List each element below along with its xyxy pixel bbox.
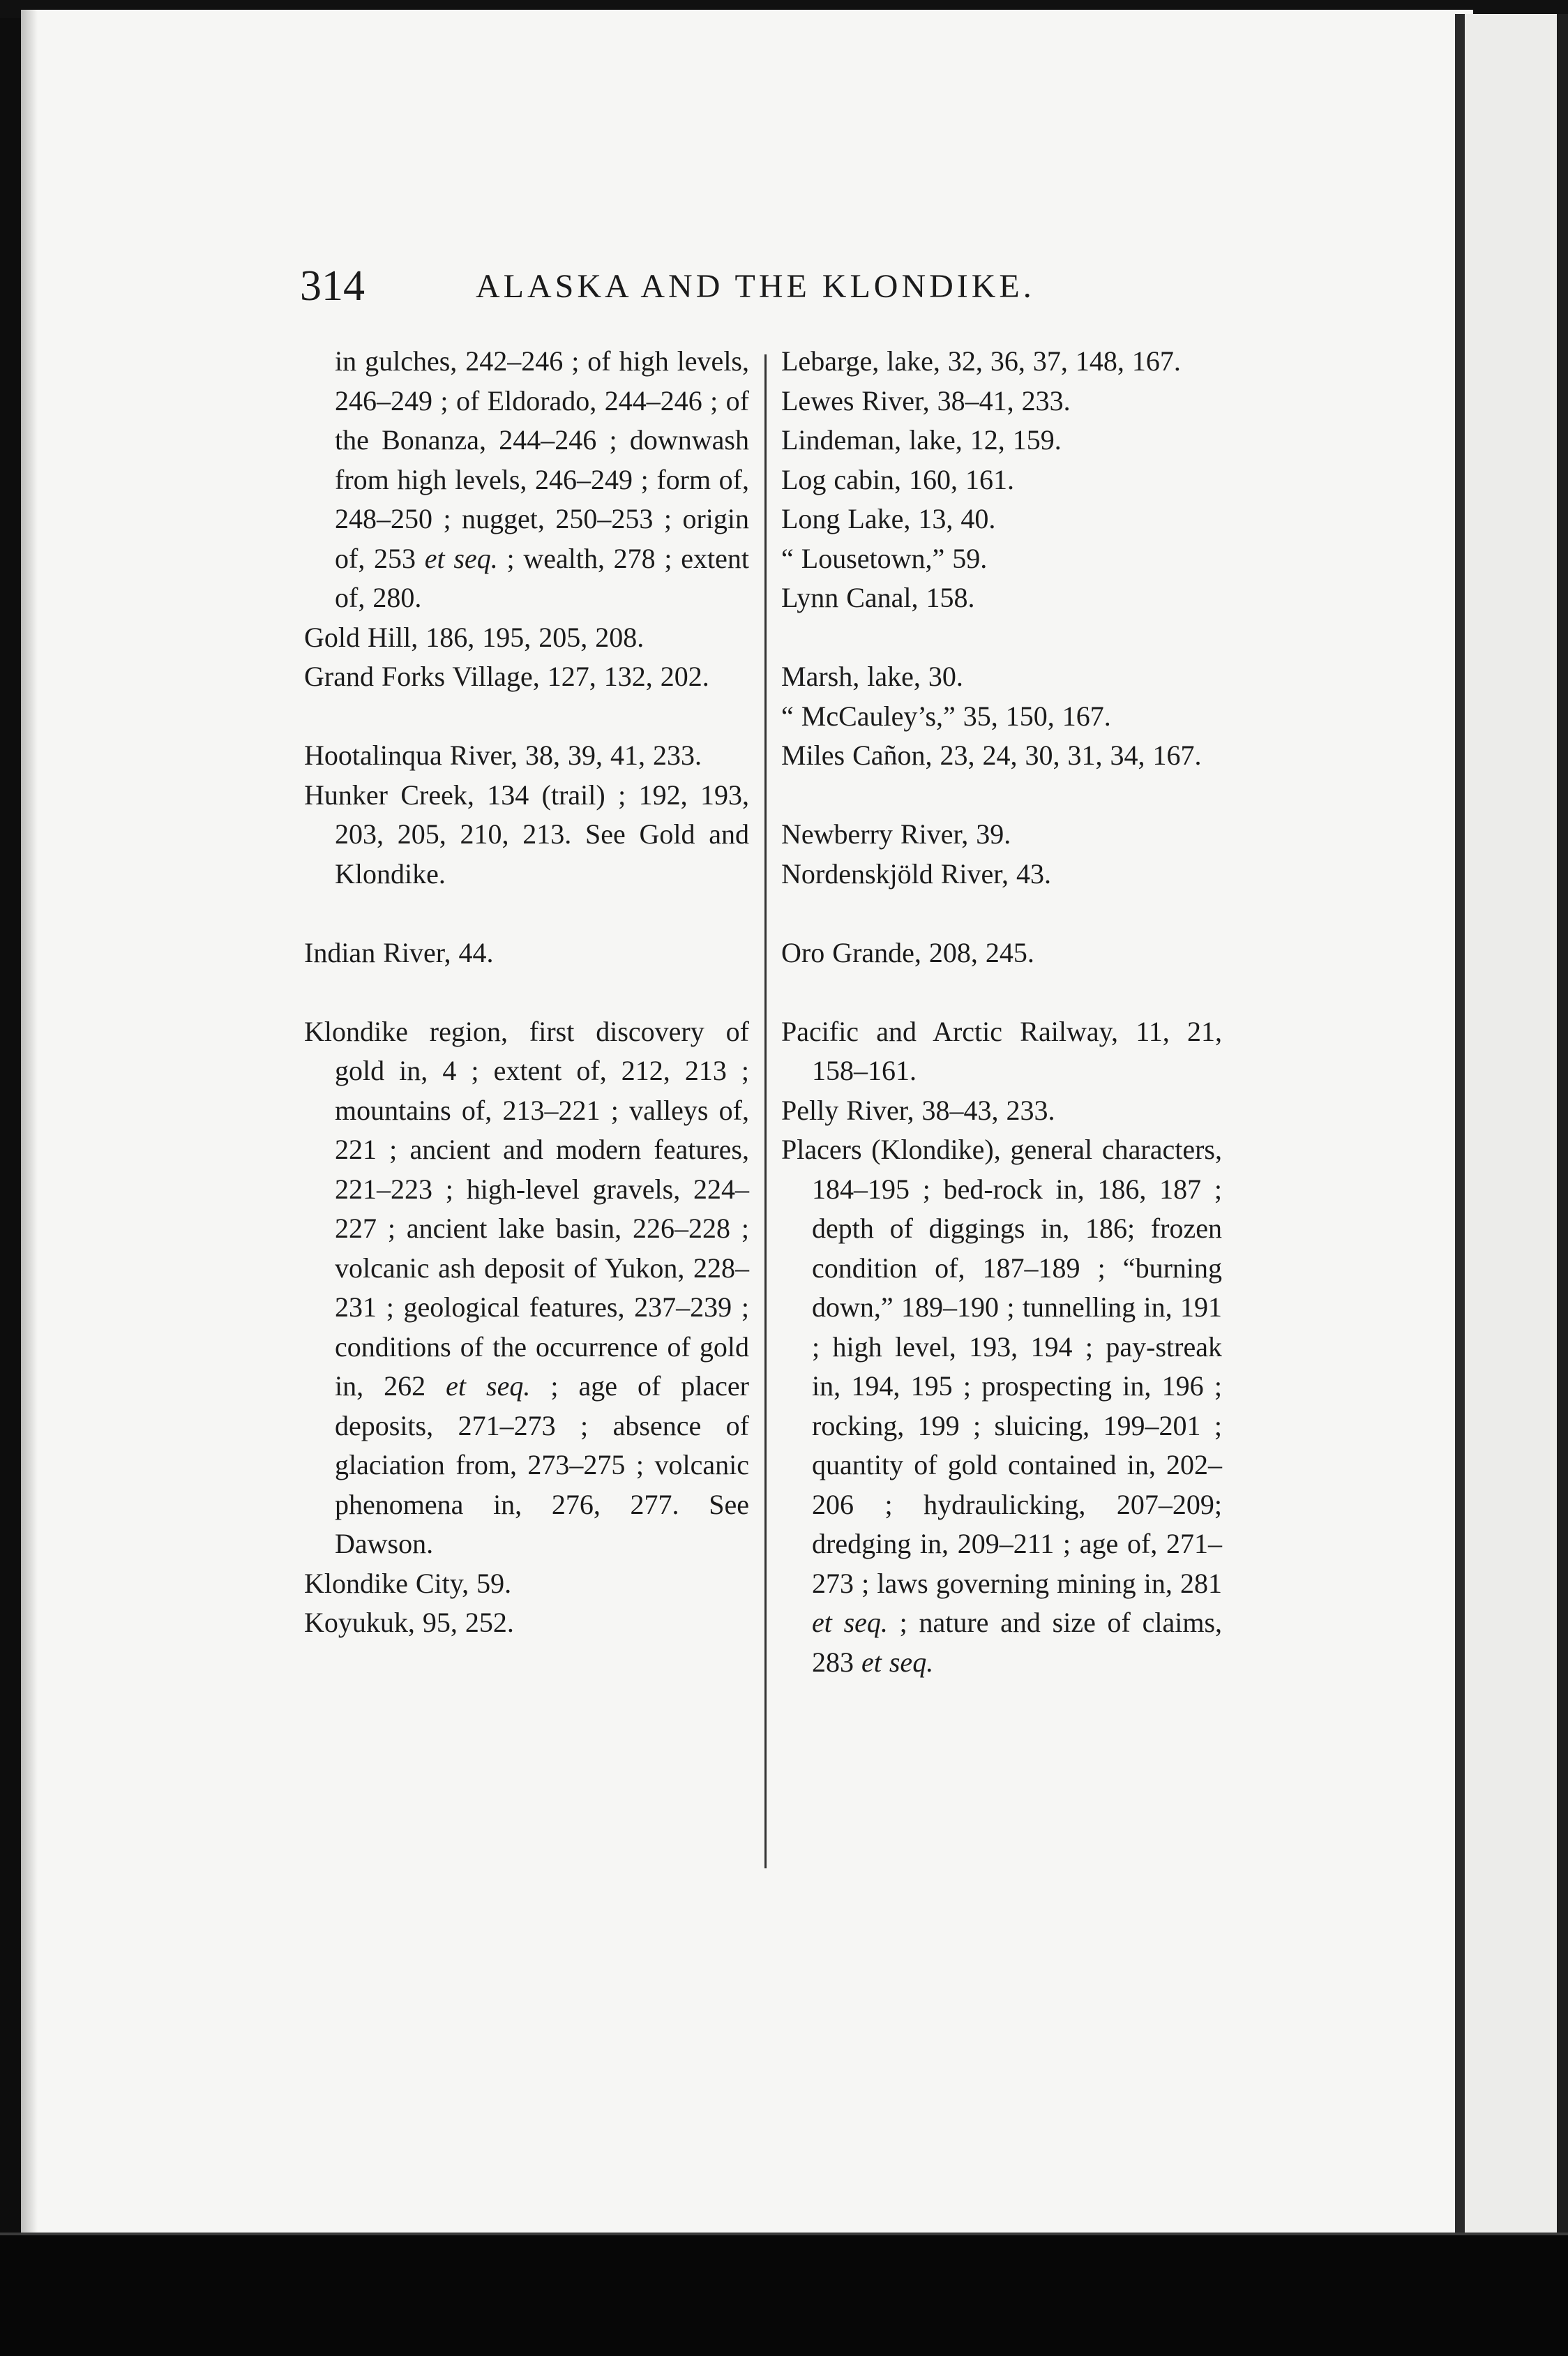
entry-text: in gulches, 242–246 ; of high levels, 246–249 ; of Eldorado, 244–246 ; of the Bonanza, 244–246 ; downwash from high levels, 246–249 ; form of, 248–250 ; nugget, 250–253 ; origin of, 253 xyxy=(335,345,749,574)
entry-text: Newberry River, 39. xyxy=(781,818,1011,850)
index-entry xyxy=(304,933,749,973)
entry-text: Hootalinqua River, 38, 39, 41, 233. xyxy=(304,740,702,771)
entry-text: Nordenskjöld River, 43. xyxy=(781,857,1052,890)
entry-text: Oro Grande, 208, 245. xyxy=(781,936,1034,968)
entry-text: “ McCauley’s,” 35, 150, 167. xyxy=(781,700,1111,732)
entry-text: Klondike region, first discovery of gold in, 4 ; extent of, 212, 213 ; mountains of, 213–221 ; valleys of, 221 ; ancient and modern features, 221–223 ; high-level gravels, 224–227 ; ancient lake basin, 226–228 ; volcanic ash deposit of Yukon, 228–231 ; geological features, 237–239 ; conditions of the occurrence of gold in, 262 xyxy=(304,1015,749,1402)
index-column-left xyxy=(304,342,749,1643)
index-entry xyxy=(781,1130,1222,1682)
index-entry xyxy=(304,657,749,697)
index-entry xyxy=(781,736,1222,776)
index-entry xyxy=(781,342,1222,382)
page-edge-right xyxy=(1455,14,1465,2235)
index-entry xyxy=(781,1012,1222,1091)
index-entry xyxy=(304,1012,749,1564)
entry-text: Klondike City, 59. xyxy=(304,1567,512,1599)
index-entry xyxy=(304,1564,749,1604)
entry-text-after: ; wealth, 278 ; extent of, 280. xyxy=(335,542,749,613)
entry-text: Miles Cañon, 23, 24, 30, 31, 34, 167. xyxy=(781,740,1202,771)
index-entry xyxy=(781,460,1222,500)
running-title: ALASKA AND THE KLONDIKE. xyxy=(476,268,1035,305)
entry-text: Grand Forks Village, 127, 132, 202. xyxy=(304,661,709,692)
index-entry xyxy=(781,933,1222,973)
entry-text: Lynn Canal, 158. xyxy=(781,582,975,613)
index-entry xyxy=(781,815,1222,855)
index-entry xyxy=(781,539,1222,579)
entry-italic: et seq. xyxy=(446,1370,531,1402)
entry-text: Koyukuk, 95, 252. xyxy=(304,1607,514,1638)
entry-text: Long Lake, 13, 40. xyxy=(781,503,996,534)
running-head xyxy=(300,258,1102,314)
index-entry xyxy=(304,1603,749,1643)
entry-text-after: ; nature and size of claims, 283 xyxy=(812,1607,1223,1678)
index-entry xyxy=(304,618,749,658)
entry-italic: et seq. xyxy=(861,1646,934,1678)
scan-border-right xyxy=(1557,14,1568,2235)
entry-text: Log cabin, 160, 161. xyxy=(781,463,1015,495)
entry-text: Lebarge, lake, 32, 36, 37, 148, 167. xyxy=(781,345,1181,377)
entry-text: Lewes River, 38–41, 233. xyxy=(781,384,1071,417)
entry-text: Lindeman, lake, 12, 159. xyxy=(781,424,1062,456)
index-entry xyxy=(304,776,749,894)
entry-text: Pelly River, 38–43, 233. xyxy=(781,1094,1055,1126)
index-entry xyxy=(781,421,1222,460)
scan-border-bottom xyxy=(0,2235,1568,2356)
index-entry xyxy=(781,578,1222,618)
entry-text: Marsh, lake, 30. xyxy=(781,661,963,692)
index-entry xyxy=(781,697,1222,737)
index-column-right xyxy=(781,342,1222,1682)
column-divider xyxy=(764,354,767,1868)
index-entry xyxy=(781,657,1222,697)
entry-italic: et seq. xyxy=(424,542,498,574)
entry-text: “ Lousetown,” 59. xyxy=(781,542,988,574)
entry-text: Hunker Creek, 134 (trail) ; 192, 193, 203, 205, 210, 213. See Gold and Klondike. xyxy=(304,779,749,890)
next-page-edge xyxy=(1465,14,1568,2235)
index-entry xyxy=(781,1091,1222,1131)
index-entry xyxy=(781,855,1222,894)
entry-text: Indian River, 44. xyxy=(304,936,494,968)
page-number: 314 xyxy=(300,262,365,310)
entry-text: Pacific and Arctic Railway, 11, 21, 158–161. xyxy=(781,1015,1222,1086)
index-entry xyxy=(781,382,1222,421)
index-entry xyxy=(304,736,749,776)
index-entry-continuation xyxy=(304,342,749,618)
index-entry xyxy=(781,500,1222,539)
entry-text-after: ; age of placer deposits, 271–273 ; absence of glaciation from, 273–275 ; volcanic phenomena in, 276, 277. See Dawson. xyxy=(335,1370,750,1559)
entry-text: Placers (Klondike), general characters, 184–195 ; bed-rock in, 186, 187 ; depth of diggings in, 186; frozen condition of, 187–189 ; “burning down,” 189–190 ; tunnelling in, 191 ; high level, 193, 194 ; pay-streak in, 194, 195 ; prospecting in, 196 ; rocking, 199 ; sluicing, 199–201 ; quantity of gold contained in, 202–206 ; hydraulicking, 207–209; dredging in, 209–211 ; age of, 271–273 ; laws governing mining in, 281 xyxy=(781,1134,1222,1599)
page-gutter-shadow xyxy=(21,10,38,2235)
entry-text: Gold Hill, 186, 195, 205, 208. xyxy=(304,621,644,653)
entry-italic: et seq. xyxy=(812,1607,888,1638)
